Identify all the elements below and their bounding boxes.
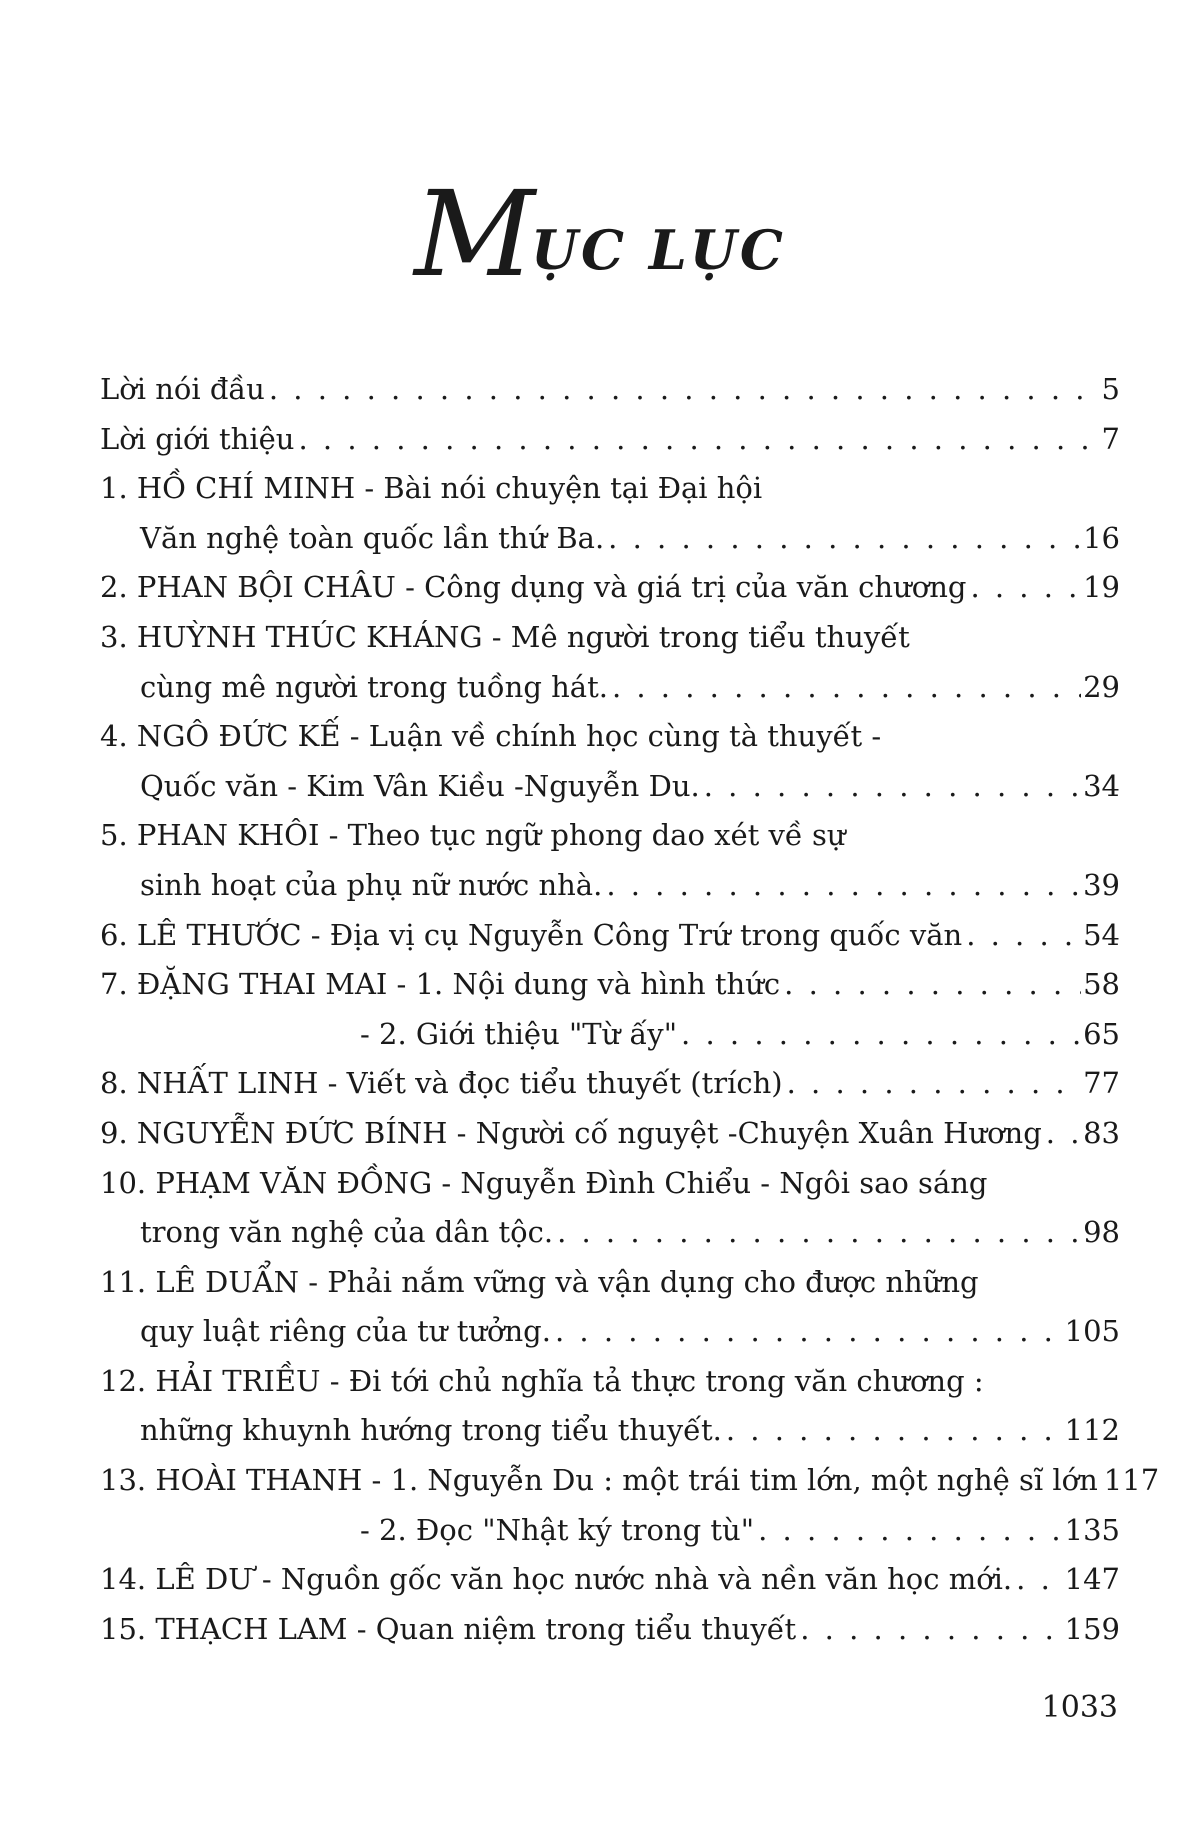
toc-entry-page: 147 [1064, 1562, 1120, 1597]
toc-entry-page: 16 [1083, 520, 1120, 555]
title-initial: M [414, 165, 531, 303]
toc-entry [100, 514, 1120, 564]
toc-entry-page: 98 [1083, 1215, 1120, 1250]
toc-entry-title: trong văn nghệ của dân tộc. [140, 1215, 554, 1250]
dot-leader [557, 1208, 1081, 1258]
dot-leader [726, 1406, 1063, 1456]
dot-leader [784, 960, 1081, 1010]
toc-entry-page: 7 [1101, 421, 1120, 456]
toc-entry-title: Văn nghệ toàn quốc lần thứ Ba. [140, 520, 605, 555]
toc-entry [100, 1506, 1120, 1556]
toc-entry-page: 117 [1103, 1463, 1160, 1498]
toc-entry-title: 6. LÊ THƯỚC - Địa vị cụ Nguyễn Công Trứ trong quốc văn [100, 917, 963, 952]
toc-entry-page: 65 [1083, 1016, 1120, 1051]
toc-entry [100, 1010, 1120, 1060]
toc-entry [100, 1307, 1120, 1357]
dot-leader [1046, 1109, 1081, 1159]
dot-leader [758, 1506, 1063, 1556]
toc-entry-title: 7. ĐẶNG THAI MAI - 1. Nội dung và hình thức [100, 967, 781, 1002]
dot-leader [966, 911, 1081, 961]
toc-entry-title: Lời nói đầu [100, 372, 265, 406]
toc-entry-title: 3. HUỲNH THÚC KHÁNG - Mê người trong tiểu thuyết [100, 619, 910, 654]
toc-entry-title: 11. LÊ DUẨN - Phải nắm vững và vận dụng cho được những [100, 1264, 979, 1299]
toc-entry-title: 10. PHẠM VĂN ĐỒNG - Nguyễn Đình Chiểu - Ngôi sao sáng [100, 1165, 988, 1200]
toc-entry [100, 1208, 1120, 1258]
toc-entry [100, 1159, 1120, 1209]
page-number: 1033 [1041, 1690, 1118, 1725]
toc-entry [100, 1059, 1120, 1109]
toc-entry-page: 105 [1064, 1314, 1120, 1349]
title-rest: ỤC LỤC [530, 218, 786, 282]
toc-entry-title: cùng mê người trong tuồng hát. [140, 669, 608, 704]
dot-leader [298, 415, 1099, 465]
toc-entry [100, 415, 1120, 465]
page-title [0, 165, 1200, 303]
toc-entry [100, 811, 1120, 861]
toc-entry-title: - 2. Đọc "Nhật ký trong tù" [360, 1512, 755, 1547]
toc-entry [100, 464, 1120, 514]
toc-entry-title: 5. PHAN KHÔI - Theo tục ngữ phong dao xét về sự [100, 818, 846, 853]
toc-entry-page: 58 [1083, 967, 1120, 1002]
dot-leader [606, 861, 1081, 911]
toc-entry-page: 5 [1101, 372, 1120, 406]
toc-entry-page: 54 [1083, 917, 1120, 952]
toc-entry-page: 19 [1083, 570, 1120, 605]
toc-entry [100, 613, 1120, 663]
toc-entry-title: 1. HỒ CHÍ MINH - Bài nói chuyện tại Đại hội [100, 471, 763, 506]
table-of-contents [100, 365, 1160, 1654]
toc-entry-page: 83 [1083, 1115, 1120, 1150]
toc-entry [100, 1406, 1120, 1456]
toc-entry-page: 135 [1064, 1512, 1120, 1547]
toc-entry [100, 1555, 1120, 1605]
toc-entry-page: 112 [1064, 1413, 1120, 1448]
toc-entry [100, 911, 1120, 961]
toc-entry [100, 762, 1120, 812]
toc-entry-title: 8. NHẤT LINH - Viết và đọc tiểu thuyết (trích) [100, 1066, 783, 1101]
toc-entry-title: 14. LÊ DƯ - Nguồn gốc văn học nước nhà và nền văn học mới. [100, 1562, 1013, 1597]
toc-entry [100, 563, 1120, 613]
toc-entry [100, 712, 1120, 762]
toc-entry-page: 29 [1083, 669, 1120, 704]
toc-entry [100, 1605, 1120, 1655]
dot-leader [1016, 1555, 1062, 1605]
toc-entry-title: 15. THẠCH LAM - Quan niệm trong tiểu thuyết [100, 1611, 797, 1646]
dot-leader [800, 1605, 1062, 1655]
dot-leader [681, 1010, 1081, 1060]
dot-leader [555, 1307, 1063, 1357]
dot-leader [612, 663, 1081, 713]
dot-leader [269, 365, 1100, 415]
toc-entry-title: 9. NGUYỄN ĐỨC BÍNH - Người cố nguyệt -Chuyện Xuân Hương [100, 1115, 1042, 1150]
toc-entry-title: Quốc văn - Kim Vân Kiều -Nguyễn Du. [140, 768, 700, 803]
toc-entry [100, 960, 1120, 1010]
toc-entry [100, 365, 1120, 415]
toc-entry [100, 1258, 1120, 1308]
dot-leader [704, 762, 1081, 812]
toc-entry [100, 663, 1120, 713]
dot-leader [970, 563, 1081, 613]
toc-entry [100, 861, 1120, 911]
toc-entry-title: những khuynh hướng trong tiểu thuyết. [140, 1413, 722, 1448]
toc-entry-title: 4. NGÔ ĐỨC KẾ - Luận về chính học cùng tà thuyết - [100, 719, 882, 754]
toc-entry-title: - 2. Giới thiệu "Từ ấy" [360, 1016, 678, 1051]
toc-entry [100, 1357, 1120, 1407]
toc-entry [100, 1109, 1120, 1159]
toc-entry-title: 13. HOÀI THANH - 1. Nguyễn Du : một trái tim lớn, một nghệ sĩ lớn [100, 1463, 1098, 1498]
toc-entry-page: 34 [1083, 768, 1120, 803]
toc-entry-title: quy luật riêng của tư tưởng. [140, 1314, 551, 1349]
toc-entry-page: 77 [1083, 1066, 1120, 1101]
toc-entry [100, 1456, 1160, 1506]
dot-leader [608, 514, 1081, 564]
toc-entry-title: sinh hoạt của phụ nữ nước nhà. [140, 867, 603, 902]
toc-entry-page: 159 [1064, 1611, 1120, 1646]
toc-entry-title: 12. HẢI TRIỀU - Đi tới chủ nghĩa tả thực trong văn chương : [100, 1363, 984, 1398]
dot-leader [787, 1059, 1082, 1109]
toc-entry-page: 39 [1083, 867, 1120, 902]
toc-entry-title: 2. PHAN BỘI CHÂU - Công dụng và giá trị của văn chương [100, 570, 967, 605]
toc-entry-title: Lời giới thiệu [100, 421, 295, 456]
